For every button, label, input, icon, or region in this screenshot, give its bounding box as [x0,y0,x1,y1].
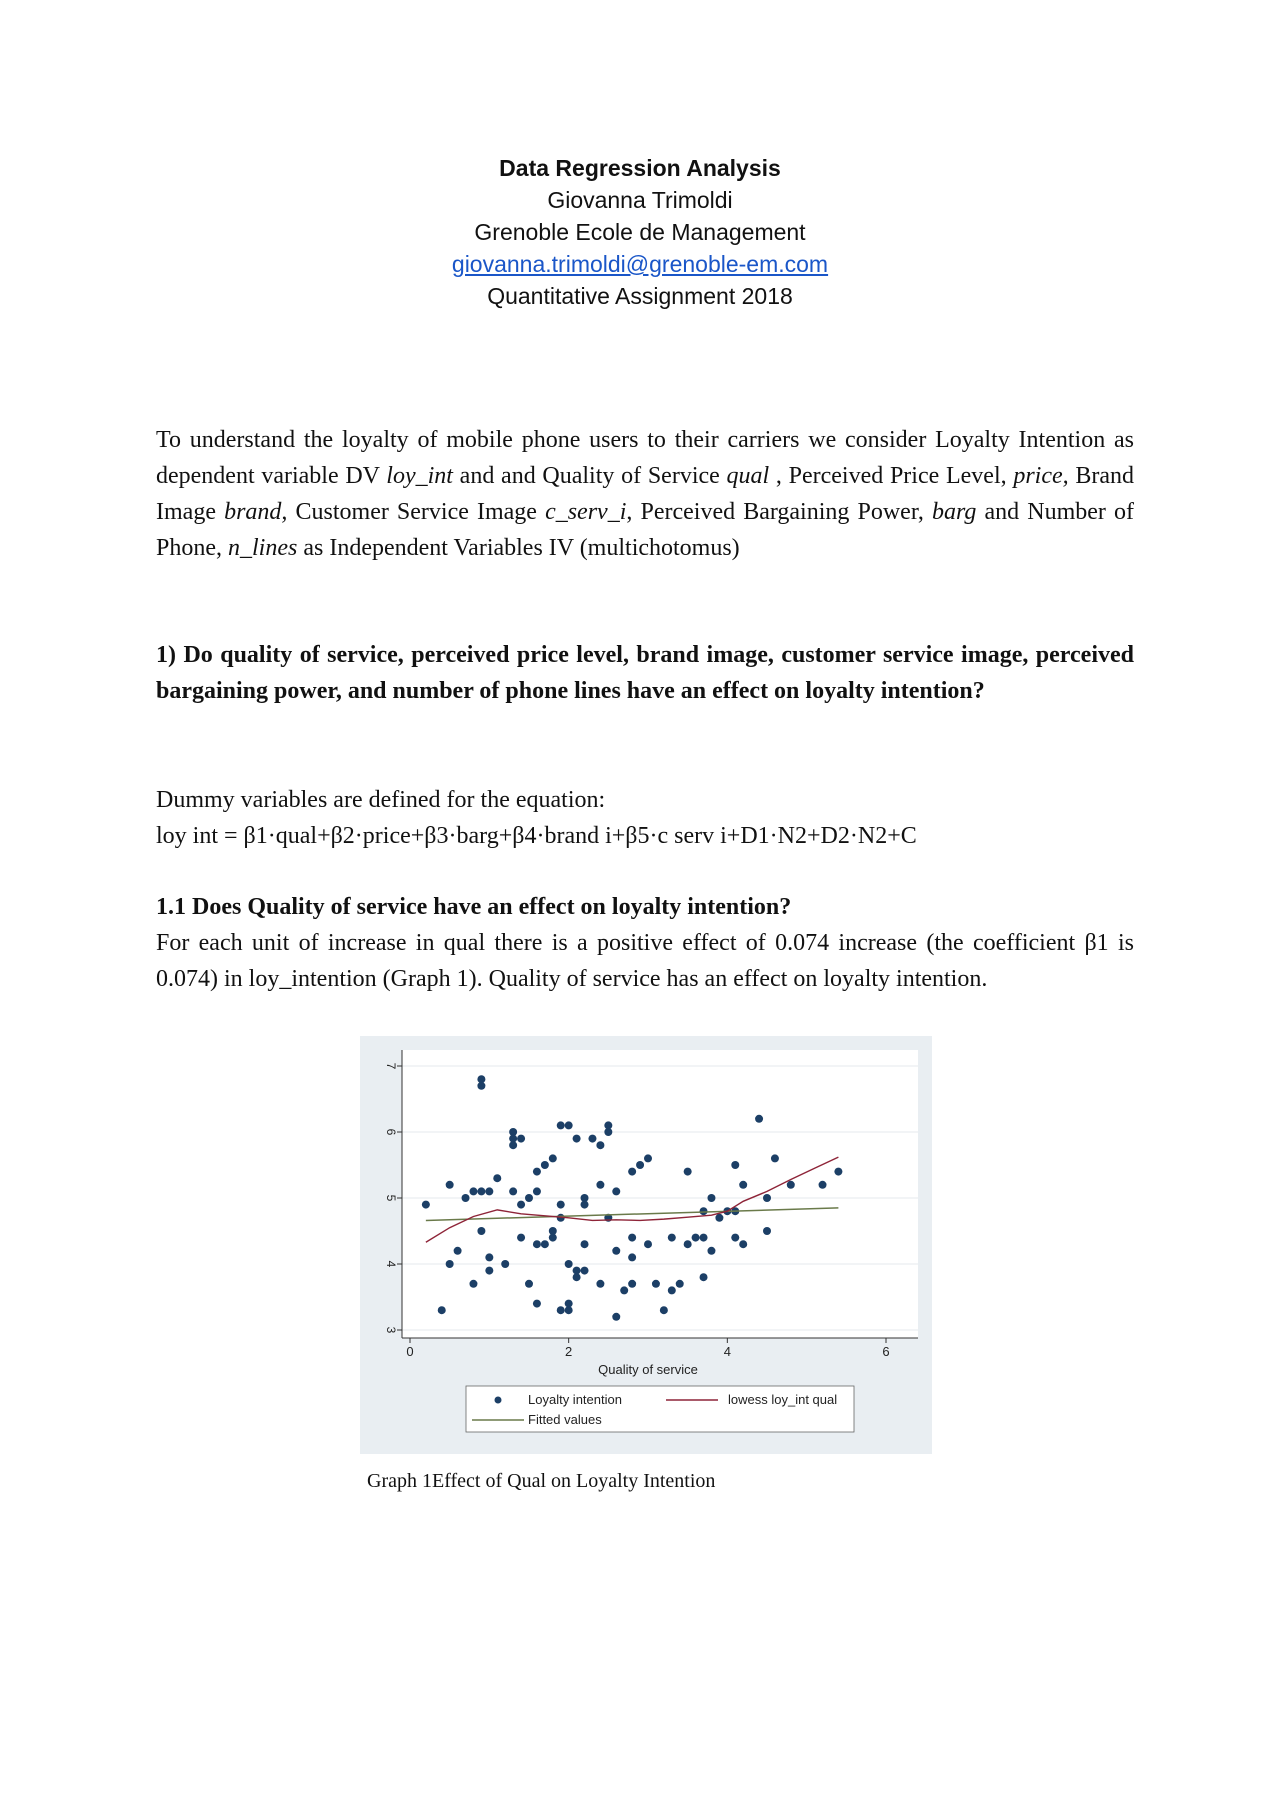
data-point [485,1267,493,1275]
y-tick-label: 5 [383,1194,398,1202]
data-point [462,1194,470,1202]
data-point [493,1174,501,1182]
data-point [581,1267,589,1275]
data-point [573,1273,581,1281]
legend-label-lowess: lowess loy_int qual [728,1392,838,1407]
section-1-1-text: For each unit of increase in qual there is a positive effect of 0.074 increase (the coefficient β1 is 0.074) in loy_intention (Graph 1). Quality of service has an effect on loyalty intention. [156,930,1134,992]
intro-text-6: , Perceived Bargaining Power, [626,499,932,525]
figure-caption: Graph 1Effect of Qual on Loyalty Intention [367,1470,716,1492]
data-point [620,1286,628,1294]
dummy-variables-block [156,782,1134,854]
data-point [485,1187,493,1195]
scatter-chart [360,1036,932,1454]
title-block [0,152,1280,312]
data-point [446,1181,454,1189]
data-point [731,1234,739,1242]
data-point [517,1234,525,1242]
data-point [676,1280,684,1288]
legend-label-fitted: Fitted values [528,1412,602,1427]
data-point [565,1260,573,1268]
data-point [684,1168,692,1176]
author-email-link[interactable]: giovanna.trimoldi@grenoble-em.com [451,251,829,277]
data-point [628,1253,636,1261]
var-price: price, [1013,463,1069,489]
data-point [533,1240,541,1248]
intro-text-8: as Independent Variables IV (multichotomus) [297,535,740,561]
data-point [628,1234,636,1242]
x-tick-label: 4 [723,1344,731,1359]
data-point [763,1227,771,1235]
document-title: Data Regression Analysis [499,155,781,181]
x-tick-label: 0 [406,1344,414,1359]
intro-paragraph [156,422,1134,566]
legend-label-points: Loyalty intention [528,1392,622,1407]
data-point [644,1240,652,1248]
data-point [668,1286,676,1294]
data-point [525,1280,533,1288]
data-point [477,1187,485,1195]
data-point [700,1273,708,1281]
data-point [517,1135,525,1143]
data-point [454,1247,462,1255]
data-point [501,1260,509,1268]
y-tick-label: 3 [383,1326,398,1334]
intro-text-2: and and Quality of Service [452,463,727,489]
data-point [485,1253,493,1261]
data-point [469,1187,477,1195]
data-point [557,1201,565,1209]
author-name: Giovanna Trimoldi [547,187,733,213]
data-point [644,1154,652,1162]
data-point [771,1154,779,1162]
var-brand: brand, [224,499,288,525]
data-point [596,1181,604,1189]
data-point [660,1306,668,1314]
var-loy-int: loy_int [386,463,453,489]
data-point [763,1194,771,1202]
data-point [787,1181,795,1189]
data-point [573,1135,581,1143]
data-point [636,1161,644,1169]
data-point [684,1240,692,1248]
intro-text-1: To understand the loyalty of mobile phone users to their carriers we consider Loyalty Intention as dependent variable DV [156,427,1134,489]
y-tick-label: 4 [383,1260,398,1268]
data-point [565,1121,573,1129]
graph-1-figure [360,1036,932,1454]
data-point [588,1135,596,1143]
data-point [612,1313,620,1321]
data-point [438,1306,446,1314]
regression-equation: loy int = β1·qual+β2·price+β3·barg+β4·brand i+β5·c serv i+D1·N2+D2·N2+C [156,823,917,849]
data-point [533,1300,541,1308]
data-point [715,1214,723,1222]
x-tick-label: 2 [565,1344,573,1359]
data-point [819,1181,827,1189]
data-point [557,1121,565,1129]
data-point [739,1181,747,1189]
data-point [700,1234,708,1242]
data-point [612,1247,620,1255]
x-axis-label: Quality of service [598,1362,698,1377]
data-point [628,1280,636,1288]
y-tick-label: 6 [383,1128,398,1136]
data-point [612,1187,620,1195]
data-point [834,1168,842,1176]
data-point [557,1306,565,1314]
data-point [525,1194,533,1202]
data-point [628,1168,636,1176]
data-point [533,1187,541,1195]
data-point [692,1234,700,1242]
data-point [652,1280,660,1288]
data-point [541,1161,549,1169]
section-1-1 [156,889,1134,997]
data-point [668,1234,676,1242]
intro-text-4: Brand Image [156,463,1135,525]
intro-text-5: Customer Service Image [287,499,546,525]
institution-name: Grenoble Ecole de Management [474,219,806,245]
data-point [477,1082,485,1090]
data-point [549,1234,557,1242]
section-1-1-heading: 1.1 Does Quality of service have an effect on loyalty intention? [156,894,792,920]
data-point [422,1201,430,1209]
dummy-intro: Dummy variables are defined for the equation: [156,787,606,813]
data-point [533,1168,541,1176]
intro-text-3: , Perceived Price Level, [769,463,1014,489]
data-point [604,1128,612,1136]
data-point [446,1260,454,1268]
var-barg: barg [931,499,977,525]
var-qual: qual [726,463,770,489]
var-n-lines: n_lines [228,535,298,561]
data-point [581,1240,589,1248]
data-point [739,1240,747,1248]
data-point [707,1194,715,1202]
data-point [596,1141,604,1149]
var-c-serv-i: c_serv_i [545,499,627,525]
intro-text-7: and Number of Phone, [156,499,1134,561]
data-point [509,1141,517,1149]
assignment-name: Quantitative Assignment 2018 [487,283,793,309]
x-tick-label: 6 [882,1344,890,1359]
data-point [755,1115,763,1123]
data-point [731,1161,739,1169]
data-point [541,1240,549,1248]
data-point [707,1247,715,1255]
question-1-heading: 1) Do quality of service, perceived price level, brand image, customer service image, perceived bargaining power, and number of phone lines have an effect on loyalty intention? [156,642,1134,704]
data-point [509,1187,517,1195]
data-point [596,1280,604,1288]
data-point [565,1306,573,1314]
data-point [517,1201,525,1209]
data-point [469,1280,477,1288]
legend-marker-points [495,1397,502,1404]
data-point [477,1227,485,1235]
data-point [581,1201,589,1209]
y-tick-label: 7 [383,1062,398,1070]
data-point [549,1154,557,1162]
